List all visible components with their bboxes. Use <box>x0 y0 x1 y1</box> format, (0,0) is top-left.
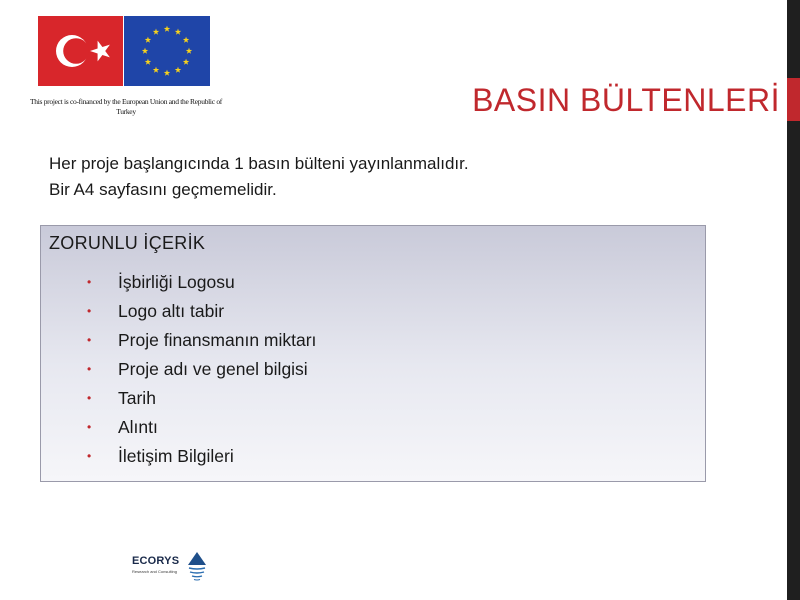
slide-title: BASIN BÜLTENLERİ <box>472 82 780 118</box>
cofinance-notice: This project is co-financed by the European Union and the Republic of Turkey <box>30 97 222 116</box>
bullet-icon: • <box>87 304 92 318</box>
turkey-flag-icon <box>38 16 123 86</box>
bullet-icon: • <box>87 362 92 376</box>
list-item-label: Proje adı ve genel bilgisi <box>118 359 308 379</box>
required-items-list <box>87 268 316 471</box>
list-item-label: Proje finansmanın miktarı <box>118 330 317 350</box>
list-item <box>87 297 316 326</box>
eu-flag-icon <box>124 16 210 86</box>
list-item <box>87 355 316 384</box>
list-item <box>87 326 316 355</box>
required-content-box <box>40 225 706 482</box>
list-item-label: Tarih <box>118 388 156 408</box>
list-item <box>87 442 316 471</box>
right-edge-accent <box>787 78 800 121</box>
ecorys-logo-name: ECORYS <box>132 555 180 567</box>
bullet-icon: • <box>87 333 92 347</box>
bullet-icon: • <box>87 449 92 463</box>
list-item-label: İletişim Bilgileri <box>118 446 234 466</box>
list-item <box>87 413 316 442</box>
bullet-icon: • <box>87 420 92 434</box>
ecorys-mark-icon <box>186 551 208 581</box>
list-item-label: Alıntı <box>118 417 158 437</box>
bullet-icon: • <box>87 391 92 405</box>
list-item <box>87 384 316 413</box>
ecorys-logo-tagline: Research and Consulting <box>132 569 177 574</box>
bullet-icon: • <box>87 275 92 289</box>
intro-line: Her proje başlangıcında 1 basın bülteni yayınlanmalıdır. <box>49 154 469 173</box>
list-item <box>87 268 316 297</box>
list-item-label: Logo altı tabir <box>118 301 225 321</box>
box-heading: ZORUNLU İÇERİK <box>49 233 206 253</box>
intro-text <box>49 151 469 203</box>
intro-line: Bir A4 sayfasını geçmemelidir. <box>49 180 277 199</box>
list-item-label: İşbirliği Logosu <box>118 272 235 292</box>
ecorys-logo <box>132 551 208 581</box>
